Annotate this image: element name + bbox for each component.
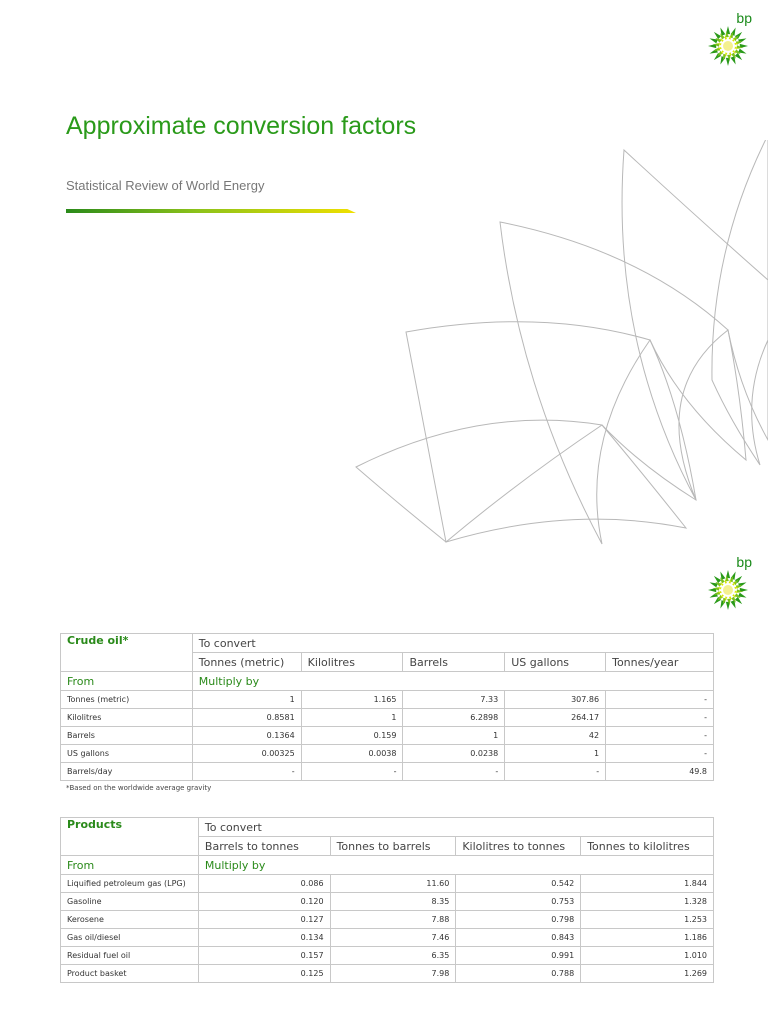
petal-4 — [622, 150, 768, 500]
multiply-by-label: Multiply by — [198, 856, 713, 875]
footnote: *Based on the worldwide average gravity — [66, 784, 212, 792]
column-header: Kilolitres to tonnes — [456, 837, 581, 856]
table-cell: 1.010 — [581, 947, 714, 965]
column-header: Barrels — [403, 653, 505, 672]
table-title: Crude oil* — [61, 634, 193, 672]
products-table — [60, 817, 714, 983]
table-cell: 1.328 — [581, 893, 714, 911]
from-label: From — [61, 856, 199, 875]
table-cell: 6.35 — [330, 947, 456, 965]
petal-5 — [712, 140, 768, 465]
multiply-by-label: Multiply by — [192, 672, 713, 691]
table-row — [61, 965, 714, 983]
table-cell: 6.2898 — [403, 709, 505, 727]
table-cell: 1 — [505, 745, 606, 763]
helios-petal-outline — [340, 140, 768, 550]
table-cell: 1.165 — [301, 691, 403, 709]
table-row — [61, 947, 714, 965]
table-row — [61, 763, 714, 781]
table-cell: 0.127 — [198, 911, 330, 929]
helios-petal — [714, 576, 721, 583]
column-header: Tonnes (metric) — [192, 653, 301, 672]
to-convert-label: To convert — [198, 818, 713, 837]
bp-helios-icon — [706, 568, 750, 612]
column-header: Tonnes to kilolitres — [581, 837, 714, 856]
row-label: Barrels — [61, 727, 193, 745]
table-cell: 11.60 — [330, 875, 456, 893]
table-cell: 0.134 — [198, 929, 330, 947]
column-header: Barrels to tonnes — [198, 837, 330, 856]
gradient-divider — [66, 209, 356, 213]
table-cell: 0.8581 — [192, 709, 301, 727]
column-header: Kilolitres — [301, 653, 403, 672]
table-row — [61, 929, 714, 947]
table-row — [61, 745, 714, 763]
petal-1 — [356, 420, 686, 542]
row-label: Gas oil/diesel — [61, 929, 199, 947]
table-cell: 1 — [403, 727, 505, 745]
table-cell: 1.186 — [581, 929, 714, 947]
table-cell: - — [606, 745, 714, 763]
column-header: US gallons — [505, 653, 606, 672]
table-cell: - — [606, 727, 714, 745]
row-label: Kerosene — [61, 911, 199, 929]
row-label: Product basket — [61, 965, 199, 983]
to-convert-label: To convert — [192, 634, 713, 653]
table-cell: 7.46 — [330, 929, 456, 947]
table-cell: - — [301, 763, 403, 781]
table-row — [61, 875, 714, 893]
table-row — [61, 727, 714, 745]
table-cell: 0.157 — [198, 947, 330, 965]
column-header: Tonnes to barrels — [330, 837, 456, 856]
table-cell: 0.0238 — [403, 745, 505, 763]
petal-3 — [500, 222, 746, 544]
row-label: Residual fuel oil — [61, 947, 199, 965]
bp-logo-text: bp — [736, 10, 752, 26]
row-label: Barrels/day — [61, 763, 193, 781]
table-cell: 0.798 — [456, 911, 581, 929]
table-cell: 0.159 — [301, 727, 403, 745]
column-header: Tonnes/year — [606, 653, 714, 672]
table-cell: 1.253 — [581, 911, 714, 929]
table-cell: - — [192, 763, 301, 781]
table-row — [61, 893, 714, 911]
table-cell: 0.125 — [198, 965, 330, 983]
table-cell: 0.1364 — [192, 727, 301, 745]
page-title: Approximate conversion factors — [66, 112, 417, 140]
table-cell: - — [606, 691, 714, 709]
table-cell: 8.35 — [330, 893, 456, 911]
table-cell: 1.844 — [581, 875, 714, 893]
bp-logo — [706, 10, 754, 74]
bp-logo — [706, 554, 754, 618]
row-label: Kilolitres — [61, 709, 193, 727]
from-label: From — [61, 672, 193, 691]
crude-oil-table — [60, 633, 714, 781]
table-row — [61, 709, 714, 727]
helios-petal — [735, 597, 742, 604]
table-cell: 7.88 — [330, 911, 456, 929]
table-cell: 0.00325 — [192, 745, 301, 763]
helios-petal — [735, 53, 742, 60]
table-row — [61, 691, 714, 709]
table-cell: 0.843 — [456, 929, 581, 947]
table-cell: - — [403, 763, 505, 781]
table-cell: 0.753 — [456, 893, 581, 911]
table-cell: 307.86 — [505, 691, 606, 709]
table-cell: 0.542 — [456, 875, 581, 893]
table-cell: - — [505, 763, 606, 781]
table-cell: - — [606, 709, 714, 727]
helios-petal — [714, 32, 721, 39]
bp-logo-text: bp — [736, 554, 752, 570]
table-cell: 0.0038 — [301, 745, 403, 763]
page-subtitle: Statistical Review of World Energy — [66, 178, 265, 193]
table-cell: 1.269 — [581, 965, 714, 983]
bp-helios-icon — [706, 24, 750, 68]
row-label: Gasoline — [61, 893, 199, 911]
table-cell: 0.991 — [456, 947, 581, 965]
table-cell: 1 — [301, 709, 403, 727]
table-cell: 7.98 — [330, 965, 456, 983]
table-cell: 264.17 — [505, 709, 606, 727]
helios-core — [723, 41, 733, 51]
table-cell: 7.33 — [403, 691, 505, 709]
helios-core — [723, 585, 733, 595]
table-cell: 0.120 — [198, 893, 330, 911]
table-title: Products — [61, 818, 199, 856]
table-cell: 0.788 — [456, 965, 581, 983]
table-cell: 1 — [192, 691, 301, 709]
table-cell: 0.086 — [198, 875, 330, 893]
row-label: Liquified petroleum gas (LPG) — [61, 875, 199, 893]
row-label: Tonnes (metric) — [61, 691, 193, 709]
table-cell: 49.8 — [606, 763, 714, 781]
row-label: US gallons — [61, 745, 193, 763]
table-row — [61, 911, 714, 929]
table-cell: 42 — [505, 727, 606, 745]
